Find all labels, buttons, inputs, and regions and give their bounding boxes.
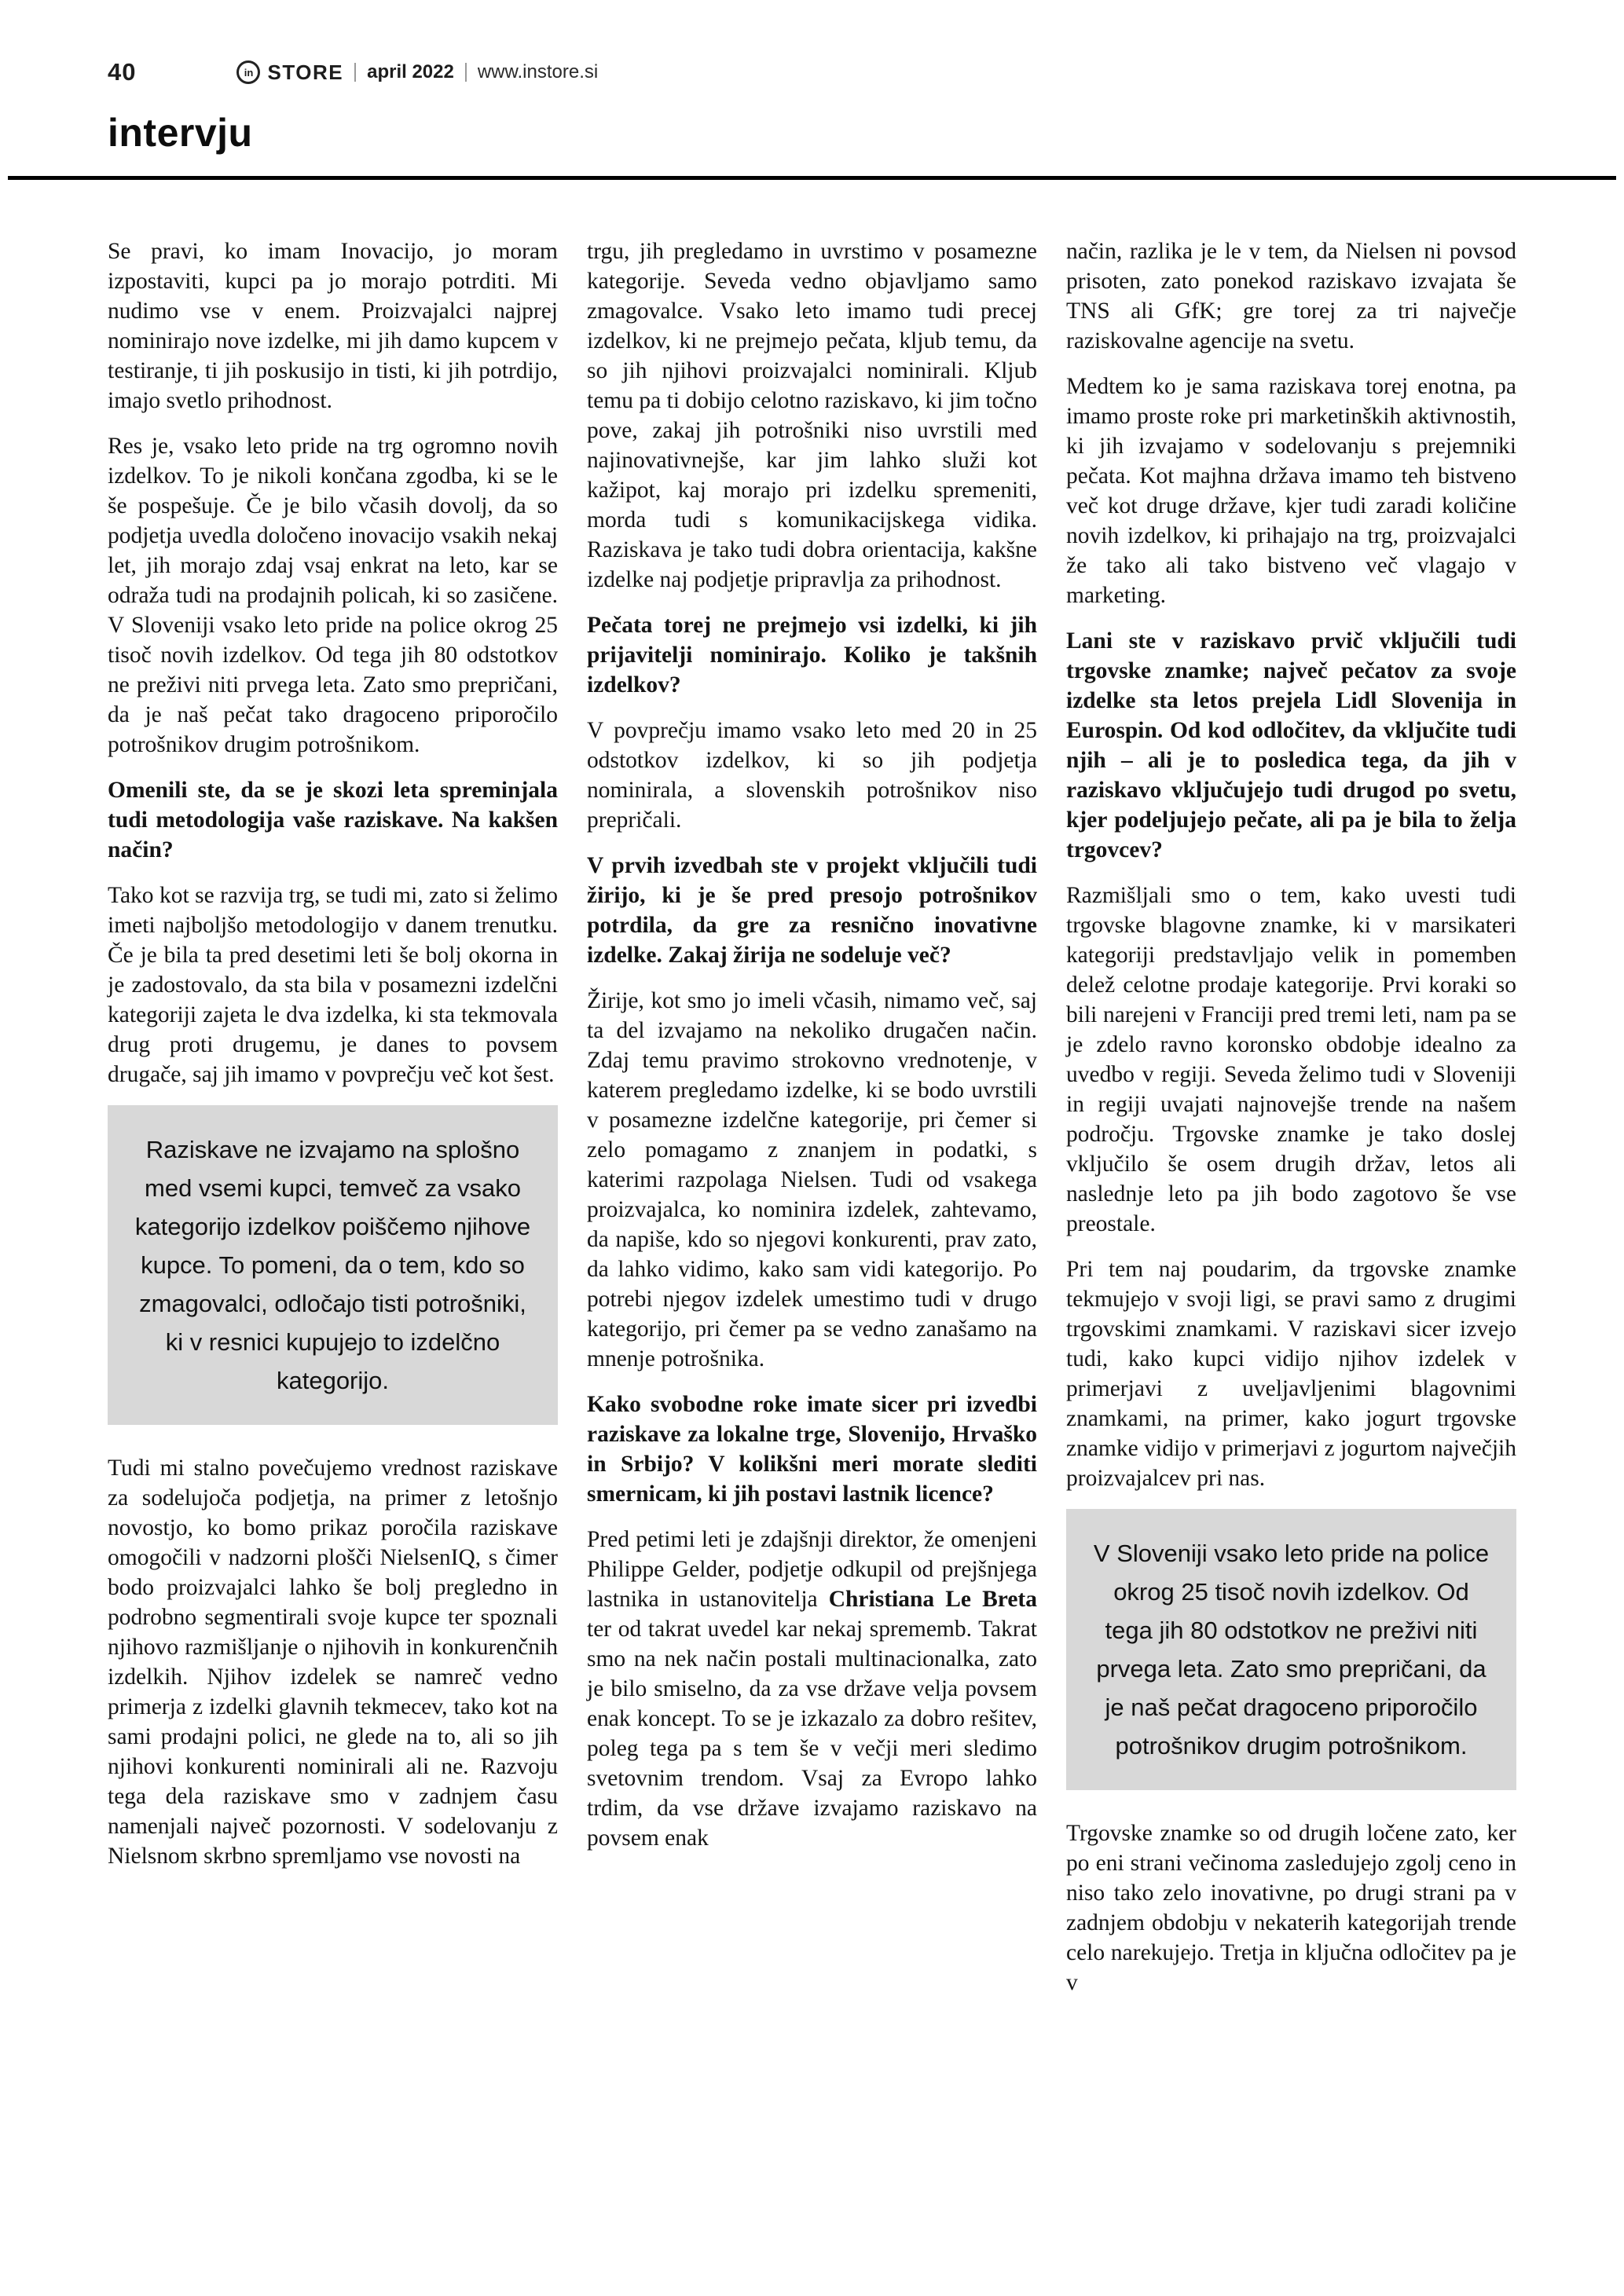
interview-question: Lani ste v raziskavo prvič vključili tudi trgovske znamke; največ pečatov za svoje izdelke sta letos prejela Lidl Slovenija in Eurospin. Od kod odločitev, da vključite tudi njih – ali je to posledica tega, da jih v raziskavo vključujejo tudi drugod po svetu, kjer podeljujejo pečate, ali pa je bila to želja trgovcev?: [1066, 628, 1516, 862]
paragraph: trgu, jih pregledamo in uvrstimo v posamezne kategorije. Seveda vedno objavljamo samo zmagovalce. Vsako leto imamo tudi precej izdelkov, ki ne prejmejo pečata, kljub temu, da so jih njihovi proizvajalci nominirali. Kljub temu pa ti dobijo celotno raziskavo, ki jim točno pove, zakaj jih potrošniki niso uvrstili med najinovativnejše, kar jim lahko služi kot kažipot, kaj morajo pri izdelku spremeniti, morda tudi s komunikacijskega vidika. Raziskava je tako tudi dobra orientacija, kakšne izdelke naj podjetje pripravlja za prihodnost.: [587, 239, 1037, 592]
paragraph-text: ter od takrat uvedel kar nekaj sprememb. Takrat smo na nek način postali multinacionalka, zato je bilo smiselno, da za vse države velja povsem enak koncept. To se je izkazalo za dobro rešitev, poleg tega pa s tem še v večji meri sledimo svetovnim trendom. Vsaj za Evropo lahko trdim, da vse države izvajamo raziskavo na povsem enak: [587, 1617, 1037, 1851]
instore-logo: [236, 60, 343, 85]
paragraph: V povprečju imamo vsako leto med 20 in 25 odstotkov izdelkov, ki so jih podjetja nominirala, a slovenskih potrošnikov niso prepričali.: [587, 718, 1037, 833]
pull-quote: V Sloveniji vsako leto pride na police okrog 25 tisoč novih izdelkov. Od tega jih 80 odstotkov ne preživi niti prvega leta. Zato smo prepričani, da je naš pečat dragoceno priporočilo potrošnikov drugim potrošnikom.: [1066, 1509, 1516, 1790]
paragraph: Pri tem naj poudarim, da trgovske znamke tekmujejo v svoji ligi, se pravi samo z drugimi trgovskimi znamkami. V raziskavi sicer izvejo tudi, kako kupci vidijo njihov izdelek v primerjavi z uveljavljenimi blagovnimi znamkami, na primer, kako jogurt trgovske znamke vidijo v primerjavi z jogurtom največjih proizvajalcev pri nas.: [1066, 1257, 1516, 1491]
paragraph: Žirije, kot smo jo imeli včasih, nimamo več, saj ta del izvajamo na nekoliko drugačen način. Zdaj temu pravimo strokovno vrednotenje, v katerem pregledamo izdelke, ki se bodo uvrstili v posamezne izdelčne kategorije, pri čemer si zelo pomagamo z znanjem in podatki, s katerimi razpolaga Nielsen. Tudi od vsakega proizvajalca, ko nominira izdelek, zahtevamo, da napiše, kdo so njegovi konkurenti, prav zato, da lahko vidimo, kako sam vidi kategorijo. Po potrebi njegov izdelek umestimo tudi v drugo kategorijo, pri čemer pa se vedno zanašamo na mnenje potrošnika.: [587, 988, 1037, 1371]
paragraph: način, razlika je le v tem, da Nielsen ni povsod prisoten, zato ponekod raziskavo izvajata še TNS ali GfK; gre torej za tri največje raziskovalne agencije na svetu.: [1066, 239, 1516, 353]
issue-date: april 2022: [367, 61, 454, 82]
paragraph: Tudi mi stalno povečujemo vrednost raziskave za sodelujoča podjetja, na primer z letošnjo novostjo, ko bomo prikaz poročila raziskave omogočili v nadzorni plošči NielsenIQ, s čimer bodo proizvajalci lahko še bolj pregledno in podrobno segmentirali svoje kupce ter spoznali njihovo razmišljanje o njihovih in konkurenčnih izdelkih. Njihov izdelek se namreč vedno primerja z izdelki glavnih tekmecev, tako kot na sami prodajni polici, ne glede na to, ali so jih njihovi konkurenti nominirali ali ne. Razvoju tega dela raziskave smo v zadnjem času namenjali največ pozornosti. V sodelovanju z Nielsnom skrbno spremljamo vse novosti na: [108, 1456, 558, 1869]
column-2: [587, 236, 1037, 2013]
paragraph-text: Pred petimi leti je zdajšnji direktor, že omenjeni Philippe Gelder, podjetje odkupil od prejšnjega lastnika in ustanovitelja: [587, 1527, 1037, 1612]
column-3: [1066, 236, 1516, 2013]
paragraph: Se pravi, ko imam Inovacijo, jo moram izpostaviti, kupci pa jo morajo potrditi. Mi nudimo vse v enem. Proizvajalci najprej nominirajo nove izdelke, mi jih damo kupcem v testiranje, ti jih poskusijo in tisti, ki jih potrdijo, imajo svetlo prihodnost.: [108, 239, 558, 413]
paragraph: Medtem ko je sama raziskava torej enotna, pa imamo proste roke pri marketinških aktivnostih, ki jih izvajamo v sodelovanju s prejemniki pečata. Kot majhna država imamo teh bistveno več kot druge države, kjer tudi zaradi količine novih izdelkov, ki prihajajo na trg, proizvajalci že tako ali tako bistveno več vlagajo v marketing.: [1066, 374, 1516, 608]
brand-name: STORE: [267, 60, 344, 84]
website-url: www.instore.si: [477, 61, 599, 82]
column-1: [108, 236, 558, 2013]
separator: [354, 63, 356, 82]
interview-question: Omenili ste, da se je skozi leta spreminjala tudi metodologija vaše raziskave. Na kakšen način?: [108, 778, 558, 862]
paragraph: [587, 1525, 1037, 1853]
interview-question: V prvih izvedbah ste v projekt vključili tudi žirijo, ki je še pred presojo potrošnikov potrdila, da gre za resnično inovativne izdelke. Zakaj žirija ne sodeluje več?: [587, 853, 1037, 968]
interview-question: Pečata torej ne prejmejo vsi izdelki, ki jih prijavitelji nominirajo. Koliko je takšnih izdelkov?: [587, 613, 1037, 698]
paragraph: Trgovske znamke so od drugih ločene zato, ker po eni strani večinoma zasledujejo zgolj ceno in niso tako zelo inovativne, po drugi strani pa v zadnjem obdobju v nekaterih kategorijah trende celo narekujejo. Tretja in ključna odločitev pa je v: [1066, 1821, 1516, 1995]
pull-quote: Raziskave ne izvajamo na splošno med vsemi kupci, temveč za vsako kategorijo izdelkov poiščemo njihove kupce. To pomeni, da o tem, kdo so zmagovalci, odločajo tisti potrošniki, ki v resnici kupujejo to izdelčno kategorijo.: [108, 1105, 558, 1425]
header-rule: [8, 176, 1616, 180]
page-header: [108, 0, 1516, 86]
article-body: [108, 236, 1516, 2013]
page-number: 40: [108, 58, 137, 86]
person-name: Christiana Le Breta: [828, 1587, 1037, 1612]
interview-question: Kako svobodne roke imate sicer pri izvedbi raziskave za lokalne trge, Slovenijo, Hrvaško in Srbijo? V kolikšni meri morate slediti smernicam, ki jih postavi lastnik licence?: [587, 1392, 1037, 1507]
paragraph: Res je, vsako leto pride na trg ogromno novih izdelkov. To je nikoli končana zgodba, ki se le še pospešuje. Če je bilo včasih dovolj, da so podjetja uvedla določeno inovacijo vsakih nekaj let, jih morajo zdaj vsaj enkrat na leto, kar se odraža tudi na prodajnih policah, ki so zasičene. V Sloveniji vsako leto pride na police okrog 25 tisoč novih izdelkov. Od tega jih 80 odstotkov ne preživi niti prvega leta. Zato smo prepričani, da je naš pečat tako dragoceno priporočilo potrošnikov drugim potrošnikom.: [108, 434, 558, 757]
section-title: intervju: [108, 111, 253, 155]
instore-logo-icon: in: [236, 60, 260, 84]
separator: [465, 63, 467, 82]
paragraph: Tako kot se razvija trg, se tudi mi, zato si želimo imeti najboljšo metodologijo v danem trenutku. Če je bila ta pred desetimi leti še bolj okorna in je zadostovalo, da sta bila v posamezni izdelčni kategoriji zajeta le dva izdelka, ki sta tekmovala drug proti drugemu, je danes to povsem drugače, saj jih imamo v povprečju več kot šest.: [108, 883, 558, 1087]
paragraph: Razmišljali smo o tem, kako uvesti tudi trgovske blagovne znamke, ki v marsikateri kategoriji predstavljajo velik in pomemben delež celotne prodaje kategorije. Prvi koraki so bili narejeni v Franciji pred tremi leti, nam pa se je zdelo ravno koronsko obdobje idealno za uvedbo v regiji. Seveda želimo tudi v Sloveniji in regiji uvajati najnovejše trende na našem področju. Trgovske znamke je tako doslej vključilo še osem drugih držav, letos ali naslednje leto pa jih bodo zagotovo še vse preostale.: [1066, 883, 1516, 1236]
